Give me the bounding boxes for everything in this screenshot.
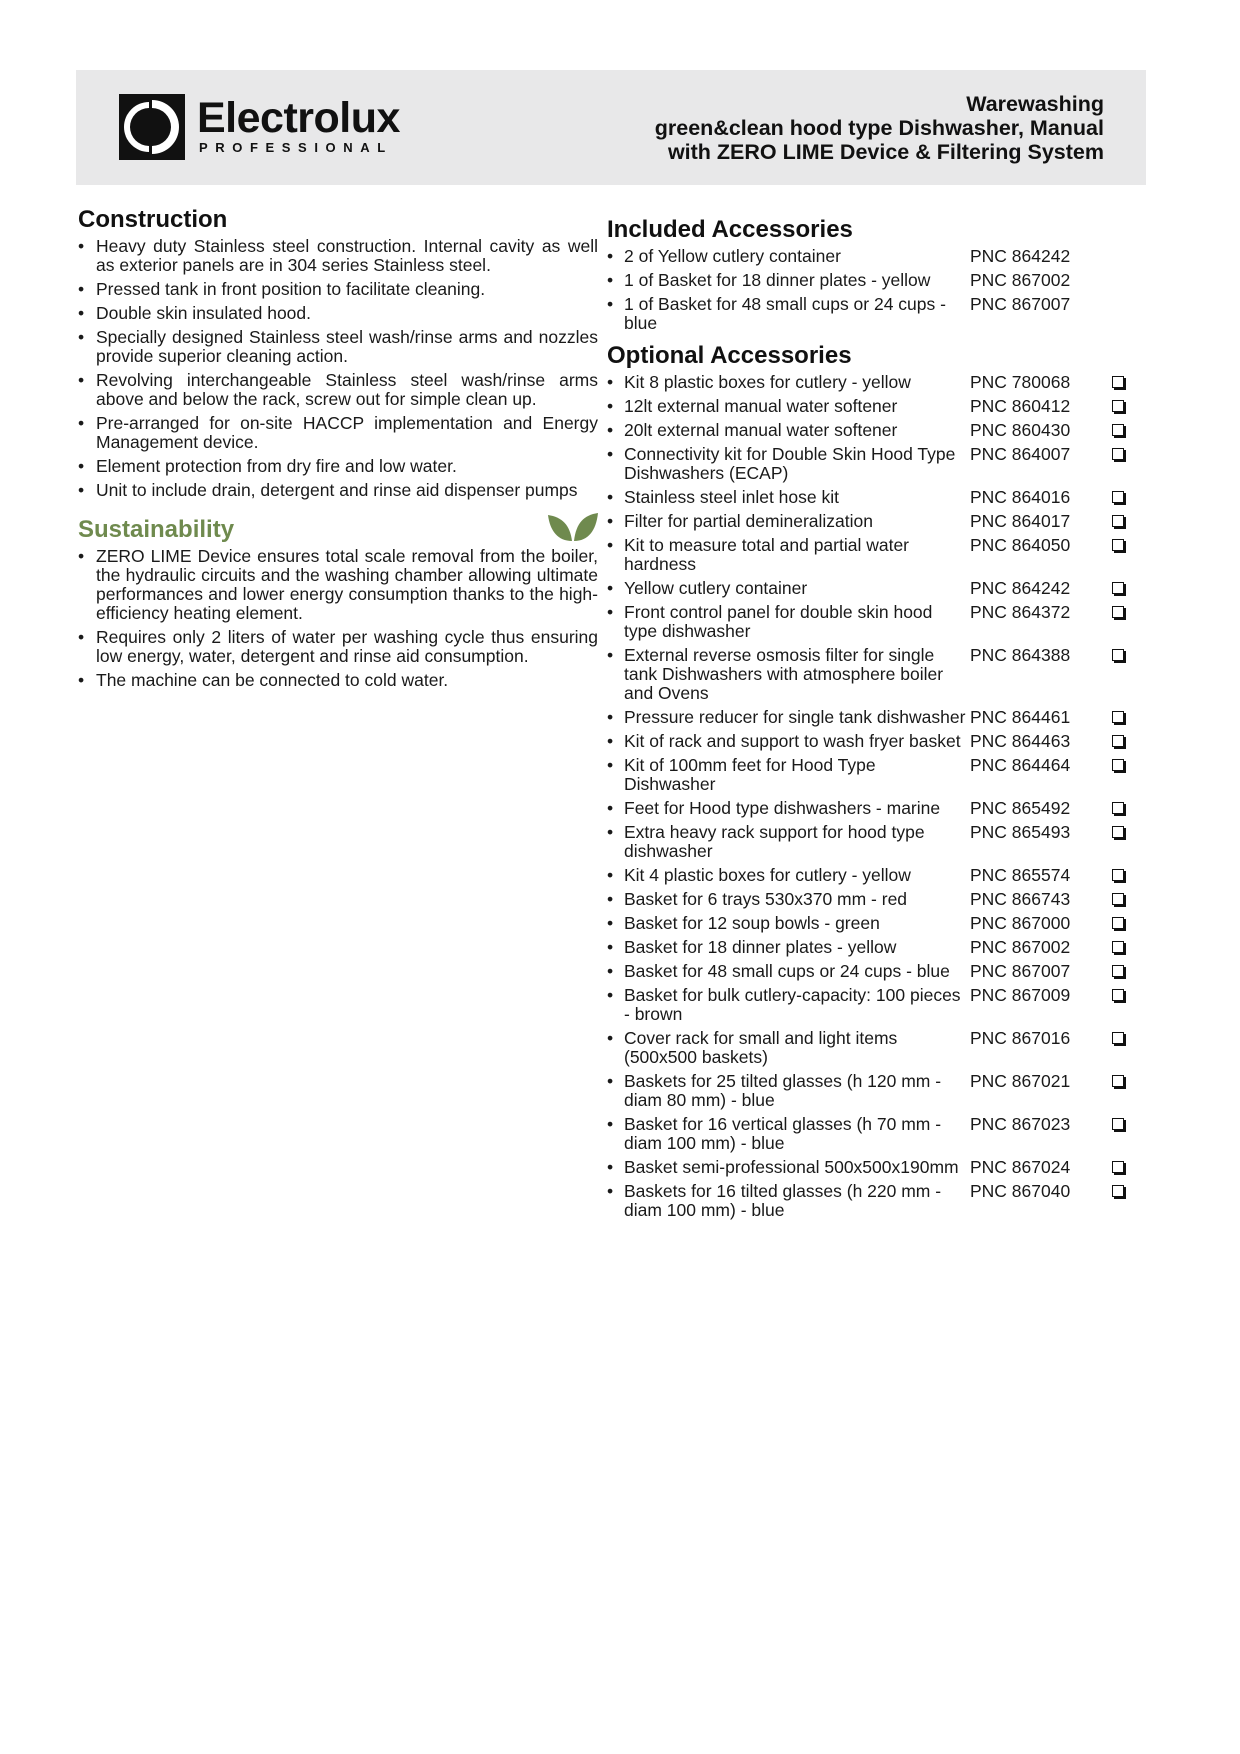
accessory-row <box>607 890 1132 909</box>
accessory-name: Kit 4 plastic boxes for cutlery - yellow <box>624 865 911 885</box>
accessory-row <box>607 938 1132 957</box>
bullet: • <box>607 444 614 464</box>
accessory-row <box>607 271 1132 290</box>
checkbox-icon[interactable] <box>1112 802 1124 814</box>
accessory-name: Kit of rack and support to wash fryer basket <box>624 731 961 751</box>
construction-list <box>78 237 598 500</box>
accessory-name: Basket semi-professional 500x500x190mm <box>624 1157 959 1177</box>
accessory-row <box>607 488 1132 507</box>
accessory-name: Cover rack for small and light items (500x500 baskets) <box>624 1028 898 1067</box>
accessory-name: 1 of Basket for 48 small cups or 24 cups - blue <box>624 294 946 333</box>
list-item: • Unit to include drain, detergent and rinse aid dispenser pumps <box>78 481 598 500</box>
accessory-row <box>607 512 1132 531</box>
checkbox-icon[interactable] <box>1112 400 1124 412</box>
accessory-name: Feet for Hood type dishwashers - marine <box>624 798 941 818</box>
list-item: • Pre-arranged for on-site HACCP implementation and Energy Management device. <box>78 414 598 452</box>
bullet: • <box>607 645 614 665</box>
accessory-name: Pressure reducer for single tank dishwasher <box>624 707 966 727</box>
checkbox-icon[interactable] <box>1112 582 1124 594</box>
accessory-row <box>607 603 1132 641</box>
accessory-name: Basket for 12 soup bowls - green <box>624 913 880 933</box>
accessory-pnc: PNC 780068 <box>970 372 1071 392</box>
accessory-row <box>607 1029 1132 1067</box>
bullet: • <box>607 420 614 440</box>
bullet: • <box>607 961 614 981</box>
accessory-pnc: PNC 864388 <box>970 645 1071 665</box>
accessory-pnc: PNC 864464 <box>970 755 1071 775</box>
bullet: • <box>607 270 614 290</box>
checkbox-icon[interactable] <box>1112 759 1124 771</box>
accessory-pnc: PNC 866743 <box>970 889 1071 909</box>
list-item: • Double skin insulated hood. <box>78 304 598 323</box>
accessory-row <box>607 1115 1132 1153</box>
checkbox-icon[interactable] <box>1112 539 1124 551</box>
checkbox-icon[interactable] <box>1112 735 1124 747</box>
accessory-pnc: PNC 864242 <box>970 578 1071 598</box>
accessory-name: 20lt external manual water softener <box>624 420 898 440</box>
bullet: • <box>607 822 614 842</box>
checkbox-icon[interactable] <box>1112 424 1124 436</box>
accessory-pnc: PNC 864007 <box>970 444 1071 464</box>
accessory-pnc: PNC 867002 <box>970 937 1071 957</box>
checkbox-icon[interactable] <box>1112 606 1124 618</box>
accessory-name: Front control panel for double skin hood type dishwasher <box>624 602 933 641</box>
accessory-row <box>607 756 1132 794</box>
bullet: • <box>607 937 614 957</box>
accessory-name: 1 of Basket for 18 dinner plates - yellow <box>624 270 931 290</box>
checkbox-icon[interactable] <box>1112 869 1124 881</box>
list-item: • Specially designed Stainless steel wash/rinse arms and nozzles provide superior cleaning action. <box>78 328 598 366</box>
accessory-name: Filter for partial demineralization <box>624 511 873 531</box>
accessory-name: Kit 8 plastic boxes for cutlery - yellow <box>624 372 911 392</box>
list-item: • Heavy duty Stainless steel construction. Internal cavity as well as exterior panels are in 304 series Stainless steel. <box>78 237 598 275</box>
list-item: • ZERO LIME Device ensures total scale removal from the boiler, the hydraulic circuits and the washing chamber allowing ultimate performances and lower energy consumption thanks to the high-efficiency heating element. <box>78 547 598 623</box>
bullet: • <box>607 889 614 909</box>
checkbox-icon[interactable] <box>1112 1118 1124 1130</box>
accessory-name: 12lt external manual water softener <box>624 396 898 416</box>
bullet: • <box>607 798 614 818</box>
accessory-pnc: PNC 867016 <box>970 1028 1071 1048</box>
sustainability-list <box>78 547 598 690</box>
accessory-pnc: PNC 867000 <box>970 913 1071 933</box>
accessory-row <box>607 295 1132 333</box>
checkbox-icon[interactable] <box>1112 1075 1124 1087</box>
accessory-name: Yellow cutlery container <box>624 578 808 598</box>
accessory-name: Kit of 100mm feet for Hood Type Dishwasher <box>624 755 876 794</box>
checkbox-icon[interactable] <box>1112 1185 1124 1197</box>
bullet: • <box>607 913 614 933</box>
checkbox-icon[interactable] <box>1112 941 1124 953</box>
checkbox-icon[interactable] <box>1112 826 1124 838</box>
sustainability-header <box>78 515 598 545</box>
checkbox-icon[interactable] <box>1112 711 1124 723</box>
accessory-pnc: PNC 864461 <box>970 707 1071 727</box>
title-line-1: green&clean hood type Dishwasher, Manual <box>654 116 1104 140</box>
checkbox-icon[interactable] <box>1112 448 1124 460</box>
checkbox-icon[interactable] <box>1112 491 1124 503</box>
accessory-row <box>607 397 1132 416</box>
bullet: • <box>607 731 614 751</box>
brand-logo <box>119 94 419 164</box>
accessory-row <box>607 986 1132 1024</box>
accessory-pnc: PNC 867040 <box>970 1181 1071 1201</box>
accessory-pnc: PNC 864016 <box>970 487 1071 507</box>
checkbox-icon[interactable] <box>1112 515 1124 527</box>
checkbox-icon[interactable] <box>1112 376 1124 388</box>
accessory-pnc: PNC 864050 <box>970 535 1071 555</box>
accessory-row <box>607 1158 1132 1177</box>
accessory-name: Basket for bulk cutlery-capacity: 100 pieces - brown <box>624 985 961 1024</box>
accessory-row <box>607 823 1132 861</box>
checkbox-icon[interactable] <box>1112 1161 1124 1173</box>
bullet: • <box>607 865 614 885</box>
accessory-name: Basket for 48 small cups or 24 cups - blue <box>624 961 950 981</box>
construction-heading: Construction <box>78 206 228 233</box>
accessory-row <box>607 799 1132 818</box>
accessory-row <box>607 732 1132 751</box>
bullet: • <box>607 294 614 314</box>
included-accessories-heading: Included Accessories <box>607 216 853 243</box>
bullet: • <box>607 511 614 531</box>
left-column <box>78 205 598 695</box>
accessory-row <box>607 247 1132 266</box>
bullet: • <box>607 1028 614 1048</box>
accessory-row <box>607 1182 1132 1220</box>
included-accessories-list <box>607 247 1132 333</box>
accessory-pnc: PNC 864463 <box>970 731 1071 751</box>
accessory-row <box>607 914 1132 933</box>
accessory-pnc: PNC 867009 <box>970 985 1071 1005</box>
accessory-pnc: PNC 864372 <box>970 602 1071 622</box>
accessory-row <box>607 373 1132 392</box>
bullet: • <box>607 396 614 416</box>
brand-sub: PROFESSIONAL <box>199 140 393 155</box>
document-title <box>655 92 1104 164</box>
accessory-pnc: PNC 860412 <box>970 396 1071 416</box>
accessory-name: 2 of Yellow cutlery container <box>624 246 841 266</box>
accessory-name: Baskets for 25 tilted glasses (h 120 mm - diam 80 mm) - blue <box>624 1071 942 1110</box>
bullet: • <box>607 985 614 1005</box>
category-label: Warewashing <box>966 92 1104 116</box>
optional-accessories-heading: Optional Accessories <box>607 342 852 369</box>
list-item: • Requires only 2 liters of water per washing cycle thus ensuring low energy, water, detergent and rinse aid consumption. <box>78 628 598 666</box>
accessory-pnc: PNC 860430 <box>970 420 1071 440</box>
accessory-row <box>607 962 1132 981</box>
bullet: • <box>607 602 614 622</box>
checkbox-icon[interactable] <box>1112 1032 1124 1044</box>
electrolux-logo-icon <box>119 94 185 160</box>
accessory-row <box>607 421 1132 440</box>
accessory-name: Basket for 6 trays 530x370 mm - red <box>624 889 908 909</box>
accessory-pnc: PNC 867023 <box>970 1114 1071 1134</box>
checkbox-icon[interactable] <box>1112 649 1124 661</box>
leaf-icon <box>548 511 598 543</box>
title-line-2: with ZERO LIME Device & Filtering System <box>667 140 1104 164</box>
bullet: • <box>607 578 614 598</box>
list-item: • Element protection from dry fire and low water. <box>78 457 598 476</box>
page-header <box>76 70 1146 185</box>
accessory-pnc: PNC 865493 <box>970 822 1071 842</box>
checkbox-icon[interactable] <box>1112 893 1124 905</box>
accessory-pnc: PNC 864242 <box>970 246 1071 266</box>
accessory-row <box>607 866 1132 885</box>
accessory-pnc: PNC 867021 <box>970 1071 1071 1091</box>
list-item: • Revolving interchangeable Stainless steel wash/rinse arms above and below the rack, screw out for simple clean up. <box>78 371 598 409</box>
accessory-name: Basket for 16 vertical glasses (h 70 mm - diam 100 mm) - blue <box>624 1114 942 1153</box>
accessory-name: Basket for 18 dinner plates - yellow <box>624 937 897 957</box>
accessory-pnc: PNC 864017 <box>970 511 1071 531</box>
checkbox-icon[interactable] <box>1112 965 1124 977</box>
list-item: • The machine can be connected to cold water. <box>78 671 598 690</box>
bullet: • <box>607 1071 614 1091</box>
accessory-row <box>607 579 1132 598</box>
accessory-pnc: PNC 867007 <box>970 961 1071 981</box>
accessory-row <box>607 1072 1132 1110</box>
accessory-row <box>607 536 1132 574</box>
bullet: • <box>607 246 614 266</box>
right-column <box>607 215 1132 1225</box>
accessory-pnc: PNC 867002 <box>970 270 1071 290</box>
accessory-name: Kit to measure total and partial water hardness <box>624 535 910 574</box>
sustainability-heading: Sustainability <box>78 516 235 543</box>
bullet: • <box>607 487 614 507</box>
accessory-name: Baskets for 16 tilted glasses (h 220 mm - diam 100 mm) - blue <box>624 1181 942 1220</box>
accessory-name: Stainless steel inlet hose kit <box>624 487 839 507</box>
accessory-name: Connectivity kit for Double Skin Hood Type Dishwashers (ECAP) <box>624 444 956 483</box>
accessory-pnc: PNC 867024 <box>970 1157 1071 1177</box>
bullet: • <box>607 1114 614 1134</box>
brand-name: Electrolux <box>197 94 400 142</box>
accessory-row <box>607 646 1132 703</box>
accessory-row <box>607 445 1132 483</box>
checkbox-icon[interactable] <box>1112 989 1124 1001</box>
accessory-row <box>607 708 1132 727</box>
bullet: • <box>607 1181 614 1201</box>
checkbox-icon[interactable] <box>1112 917 1124 929</box>
optional-accessories-list <box>607 373 1132 1220</box>
bullet: • <box>607 372 614 392</box>
accessory-pnc: PNC 865492 <box>970 798 1071 818</box>
bullet: • <box>607 707 614 727</box>
accessory-name: Extra heavy rack support for hood type dishwasher <box>624 822 925 861</box>
bullet: • <box>607 535 614 555</box>
accessory-pnc: PNC 867007 <box>970 294 1071 314</box>
accessory-pnc: PNC 865574 <box>970 865 1071 885</box>
bullet: • <box>607 1157 614 1177</box>
list-item: • Pressed tank in front position to facilitate cleaning. <box>78 280 598 299</box>
bullet: • <box>607 755 614 775</box>
accessory-name: External reverse osmosis filter for single tank Dishwashers with atmosphere boiler and Ovens <box>624 645 944 703</box>
